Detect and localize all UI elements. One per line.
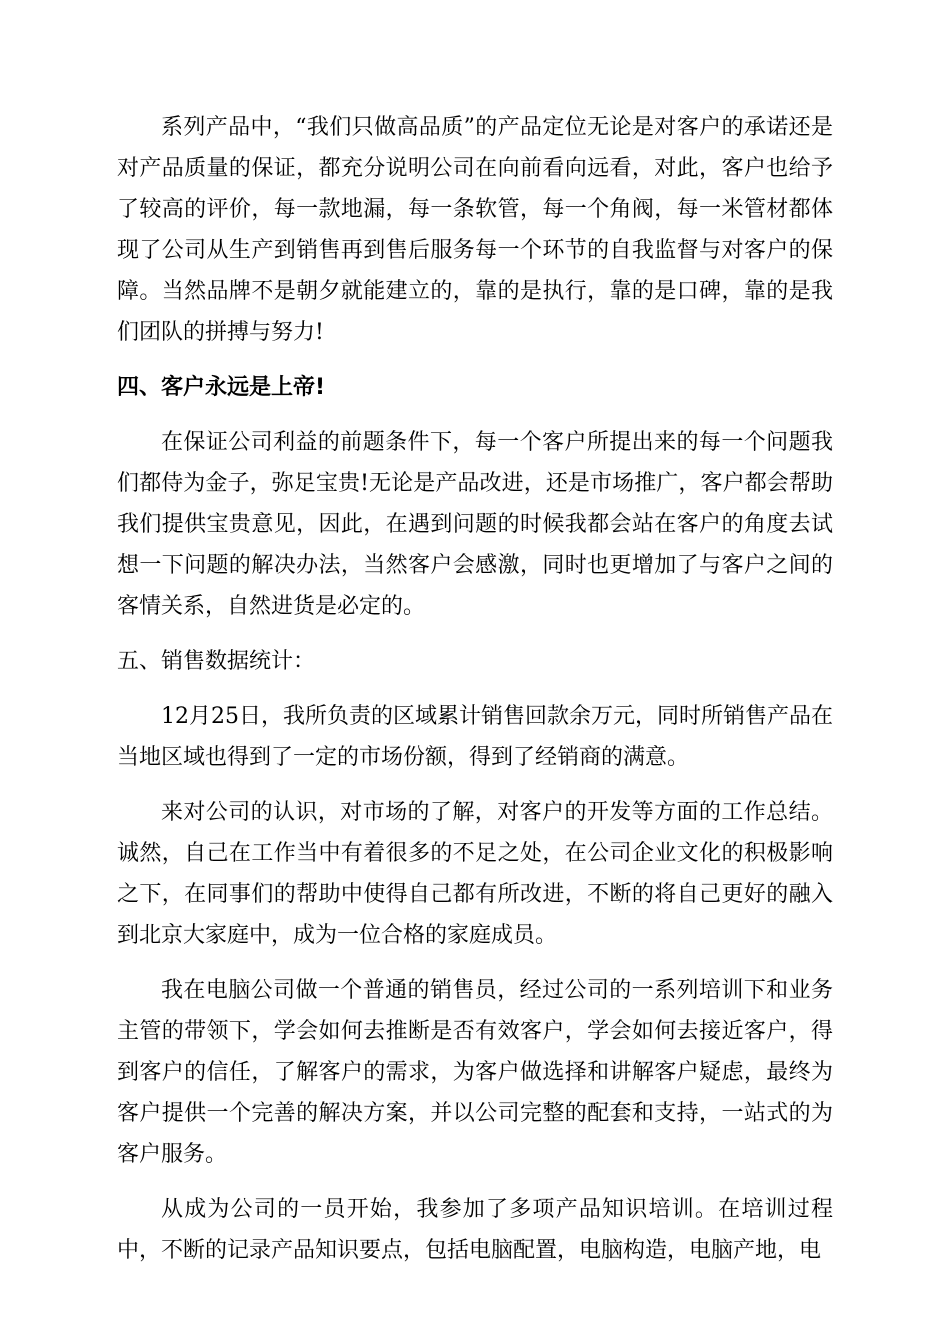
- paragraph-work-summary: 来对公司的认识，对市场的了解，对客户的开发等方面的工作总结。诚然，自己在工作当中有着很多的不足之处，在公司企业文化的积极影响之下，在同事们的帮助中使得自己都有所改进，不断的将自己更好的融入到北京大家庭中，成为一位合格的家庭成员。: [117, 800, 833, 948]
- paragraph-salesperson-role: 我在电脑公司做一个普通的销售员，经过公司的一系列培训下和业务主管的带领下，学会如何去推断是否有效客户，学会如何去接近客户，得到客户的信任，了解客户的需求，为客户做选择和讲解客户疑虑，最终为客户提供一个完善的解决方案，并以公司完整的配套和支持，一站式的为客户服务。: [117, 978, 833, 1167]
- paragraph-training: 从成为公司的一员开始，我参加了多项产品知识培训。在培训过程中，不断的记录产品知识要点，包括电脑配置，电脑构造，电脑产地，电: [117, 1197, 833, 1263]
- paragraph-product-quality: 系列产品中，“我们只做高品质”的产品定位无论是对客户的承诺还是对产品质量的保证，都充分说明公司在向前看向远看，对此，客户也给予了较高的评价，每一款地漏，每一条软管，每一个角阀，每一米管材都体现了公司从生产到销售再到售后服务每一个环节的自我监督与对客户的保障。当然品牌不是朝夕就能建立的，靠的是执行，靠的是口碑，靠的是我们团队的拼搏与努力!: [117, 115, 833, 345]
- document-body: [117, 107, 833, 1271]
- paragraph-sales-figures: 12月25日，我所负责的区域累计销售回款余万元，同时所销售产品在当地区域也得到了一定的市场份额，得到了经销商的满意。: [117, 704, 833, 770]
- paragraph-customer-value: 在保证公司利益的前题条件下，每一个客户所提出来的每一个问题我们都侍为金子，弥足宝贵!无论是产品改进，还是市场推广，客户都会帮助我们提供宝贵意见，因此，在遇到问题的时候我都会站在客户的角度去试想一下问题的解决办法，当然客户会感激，同时也更增加了与客户之间的客情关系，自然进货是必定的。: [117, 430, 833, 619]
- section-heading-sales-data: 五、销售数据统计：: [117, 649, 316, 674]
- section-heading-customer: 四、客户永远是上帝!: [117, 375, 326, 400]
